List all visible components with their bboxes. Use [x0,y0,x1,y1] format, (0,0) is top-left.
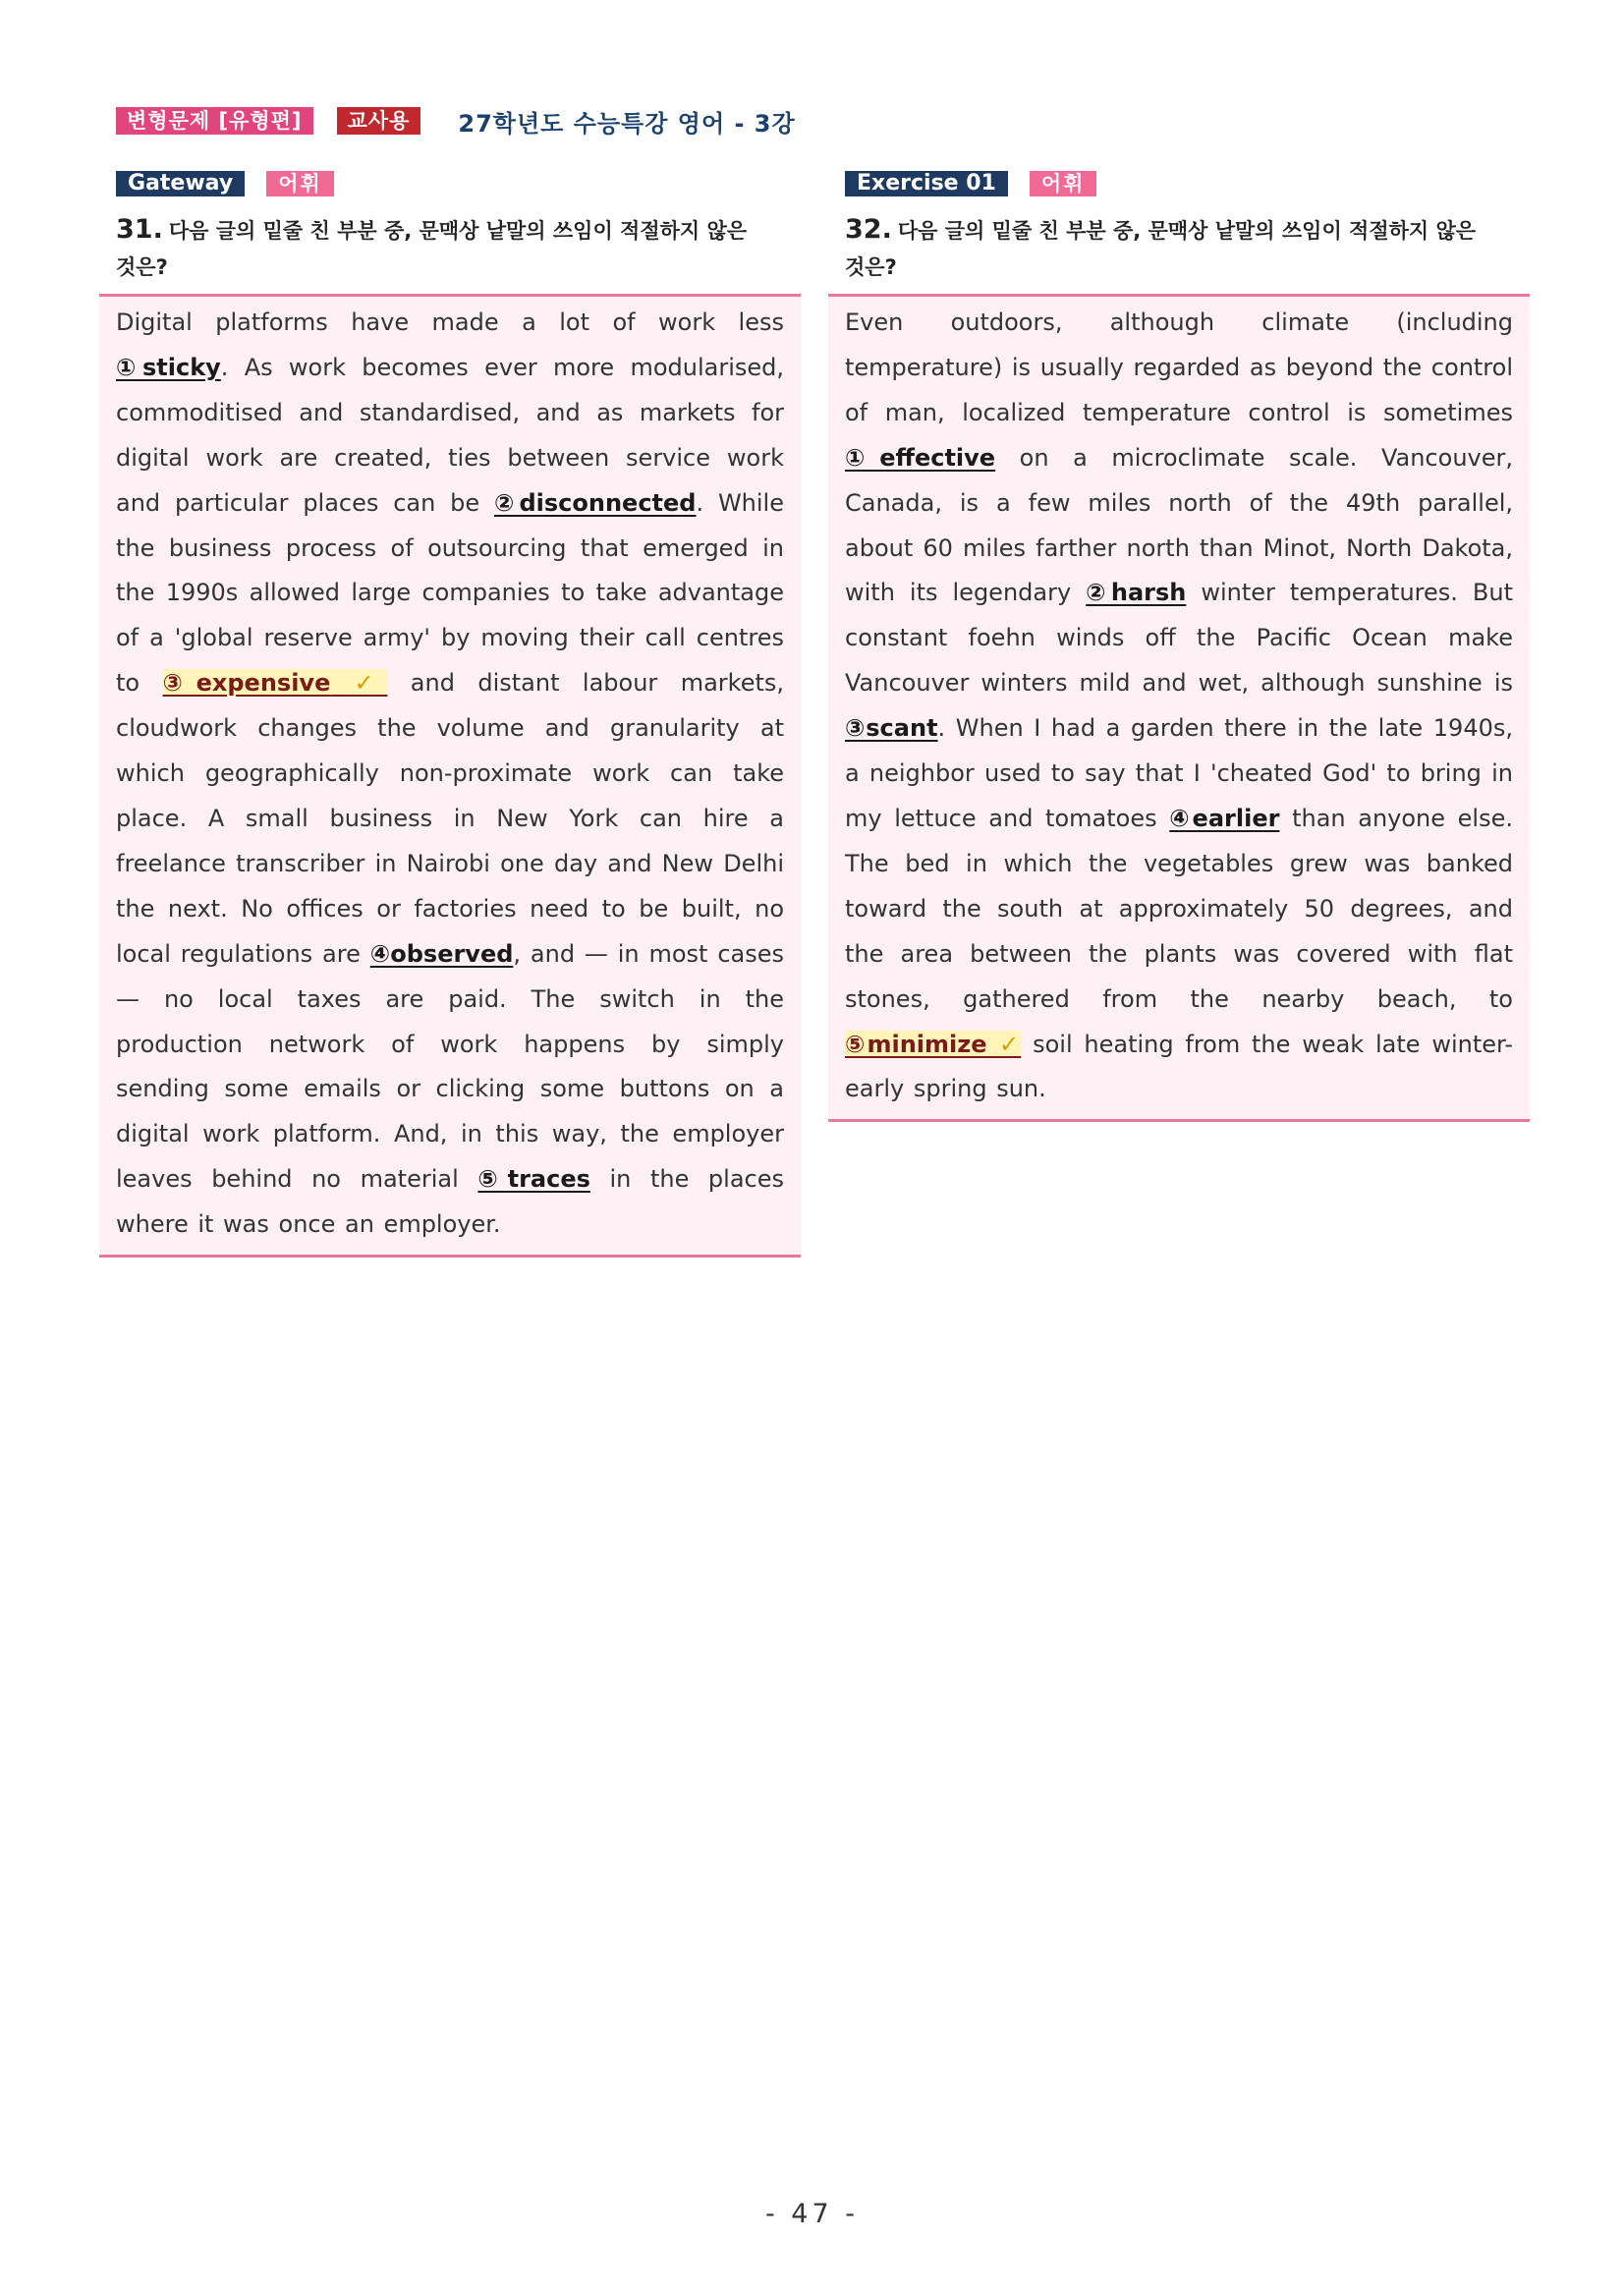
passage-text [116,301,784,1248]
passage-box [99,294,801,1258]
answer-choice-3 [163,669,388,697]
question-prompt [845,211,1493,286]
question-number: 32. [845,214,892,245]
vocab-badge: 어휘 [266,171,334,196]
type-tag: 변형문제 [유형편] [116,107,313,135]
underlined-choice-2: ②harsh [1086,579,1187,607]
check-icon: ✓ [986,1030,1022,1058]
question-prompt [116,211,764,286]
question-badges [116,170,801,197]
underlined-choice-2: ②disconnected [493,488,697,517]
passage-segment: Digital platforms have made a lot of work less [116,308,784,336]
gateway-badge: Gateway [116,171,245,196]
underlined-choice-3: ③scant [845,714,938,743]
header-title: 27학년도 수능특강 영어 - 3강 [458,109,796,138]
question-badges [845,170,1530,197]
passage-segment: , and — in most cases — no local taxes are paid. The switch in the production network of work happens by simply sending some emails or clicking some buttons on a digital work platform. And, in this way, the employer leaves behind no material [116,939,784,1194]
answer-word: ③expensive [162,669,331,698]
check-icon: ✓ [330,669,388,698]
question-text: 다음 글의 밑줄 친 부분 중, 문맥상 낱말의 쓰임이 적절하지 않은 것은? [845,219,1477,279]
page-header [116,106,796,136]
teacher-tag: 교사용 [337,107,421,135]
underlined-choice-1: ①effective [845,443,996,472]
passage-text [845,301,1513,1112]
question-text: 다음 글의 밑줄 친 부분 중, 문맥상 낱말의 쓰임이 적절하지 않은 것은? [116,219,748,279]
underlined-choice-1: ①sticky [116,353,221,381]
question-32-column [828,170,1530,1122]
passage-segment: Even outdoors, although climate (including temperature) is usually regarded as beyond the control of man, localized temperature control is sometimes [845,308,1513,426]
passage-segment: in the places where it was once an employer. [116,1165,784,1239]
passage-segment: . While the business process of outsourcing that emerged in the 1990s allowed large companies to take advantage of a 'global reserve army' by moving their call centres to [116,488,784,698]
question-31-column [99,170,801,1258]
vocab-badge: 어휘 [1030,171,1097,196]
passage-segment: winter temperatures. But constant foehn winds off the Pacific Ocean make Vancouver winters mild and wet, although sunshine is [845,579,1513,698]
exercise-badge: Exercise 01 [845,171,1008,196]
passage-segment: . As work becomes ever more modularised, commoditised and standardised, and as markets for digital work are created, ties between service work and particular places can be [116,353,784,517]
question-number: 31. [116,214,163,245]
underlined-choice-4: ④observed [369,939,514,968]
passage-box [828,294,1530,1122]
passage-segment: soil heating from the weak late winter- early spring sun. [845,1030,1513,1103]
passage-segment: on a microclimate scale. Vancouver, Canada, is a few miles north of the 49th parallel, about 60 miles farther north than Minot, North Dakota, with its legendary [845,443,1513,607]
passage-segment: . When I had a garden there in the late 1940s, a neighbor used to say that I 'cheated God' to bring in my lettuce and tomatoes [845,714,1513,832]
underlined-choice-4: ④earlier [1169,804,1280,832]
passage-segment: and distant labour markets, cloudwork changes the volume and granularity at which geographically non-proximate work can take place. A small business in New York can hire a freelance transcriber in Nairobi one day and New Delhi the next. No offices or factories need to be built, no local regulations are [116,669,784,968]
answer-choice-5 [845,1031,1021,1058]
page-number: - 47 - [764,2199,859,2229]
underlined-choice-5: ⑤traces [477,1165,590,1194]
passage-segment: than anyone else. The bed in which the vegetables grew was banked toward the south at approximately 50 degrees, and the area between the plants was covered with flat stones, gathered from the nearby beach, to [845,804,1513,1013]
answer-word: ⑤minimize [845,1030,987,1058]
